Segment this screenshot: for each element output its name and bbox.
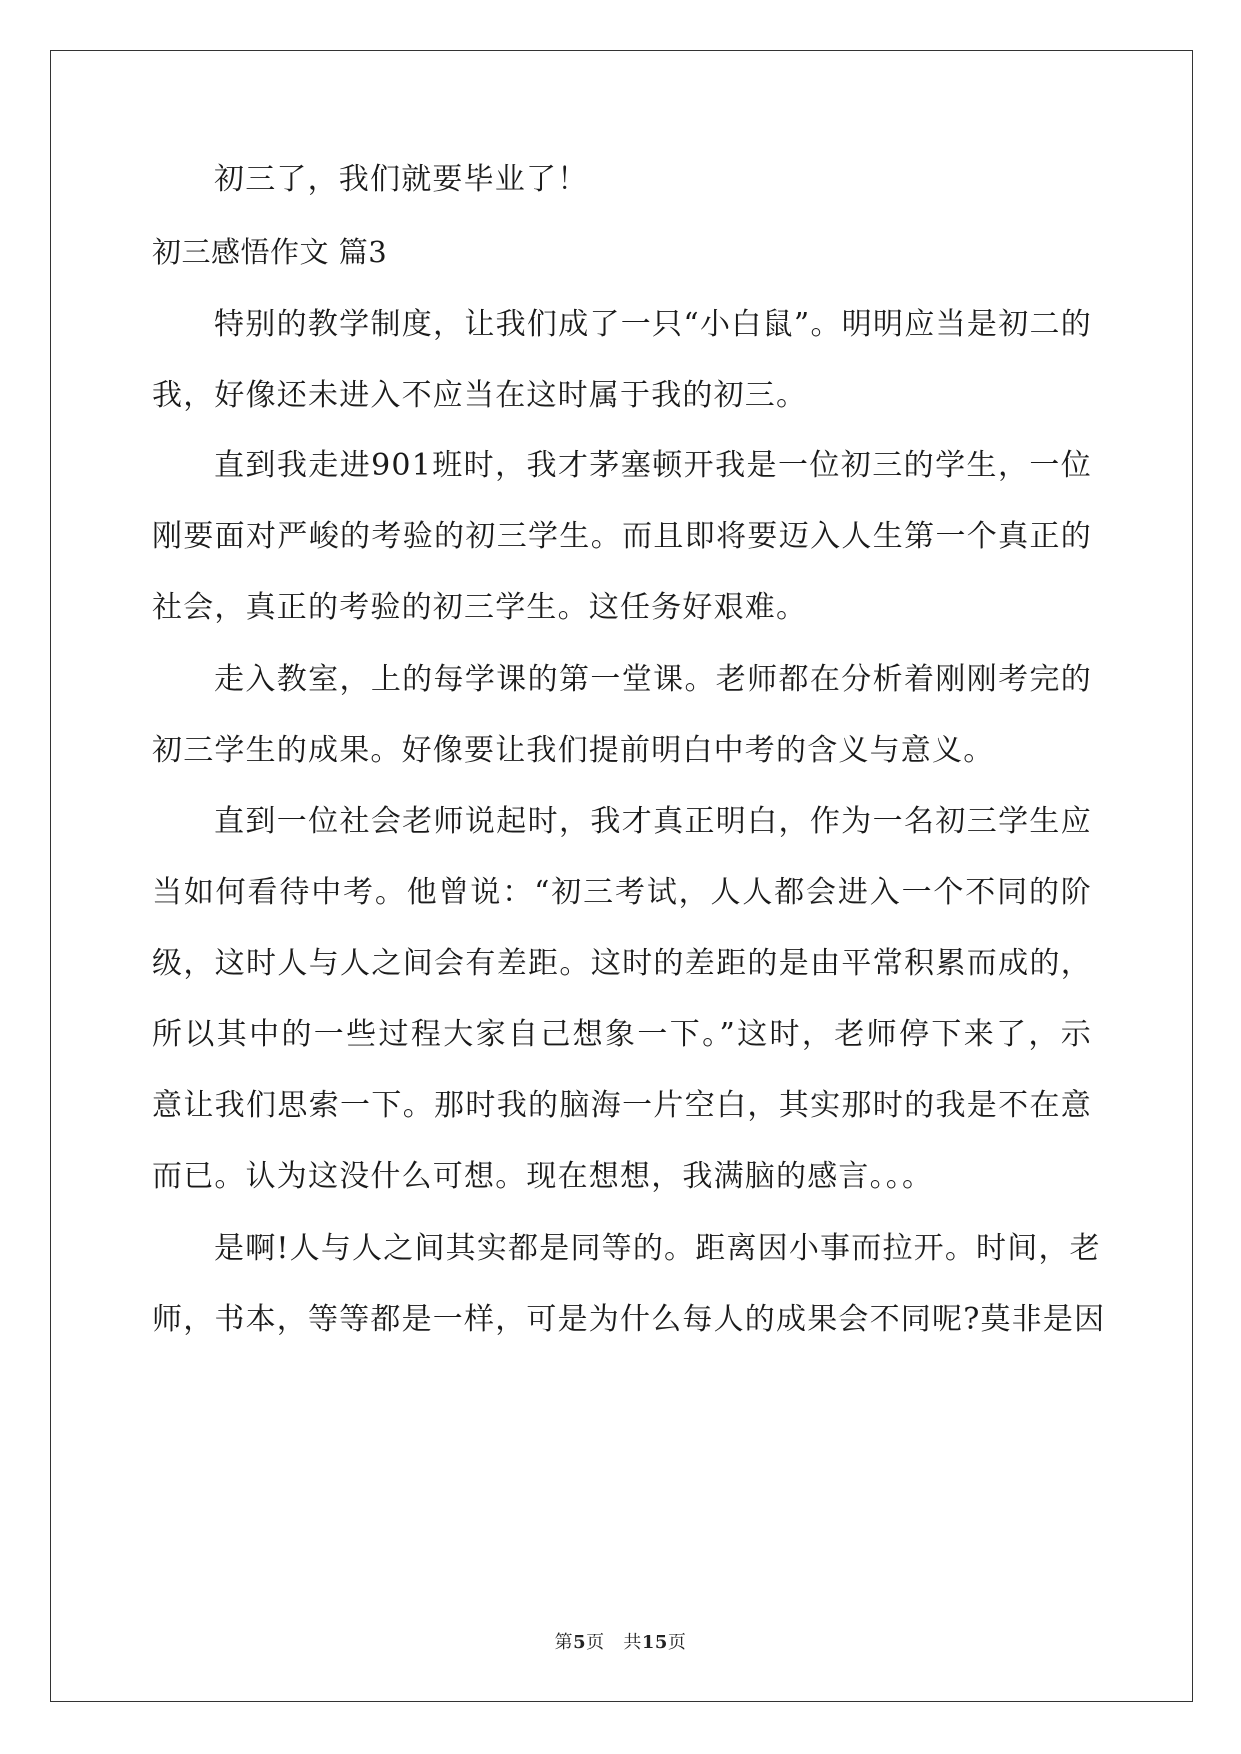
paragraph-line: 直到我走进901班时，我才茅塞顿开我是一位初三的学生，一位 — [214, 448, 1092, 483]
total-prefix: 共 — [623, 1632, 642, 1653]
paragraph-line: 社会，真正的考验的初三学生。这任务好艰难。 — [152, 590, 808, 625]
paragraph-line: 特别的教学制度，让我们成了一只“小白鼠”。明明应当是初二的 — [214, 307, 1092, 342]
paragraph-line: 当如何看待中考。他曾说：“初三考试，人人都会进入一个不同的阶 — [152, 875, 1092, 910]
page-suffix: 页 — [586, 1632, 605, 1653]
paragraph-line: 级，这时人与人之间会有差距。这时的差距的是由平常积累而成的， — [152, 946, 1092, 981]
paragraph-line: 所以其中的一些过程大家自己想象一下。”这时，老师停下来了，示 — [152, 1017, 1092, 1052]
paragraph-line: 是啊!人与人之间其实都是同等的。距离因小事而拉开。时间，老 — [214, 1231, 1101, 1266]
total-suffix: 页 — [667, 1632, 687, 1653]
page-footer — [0, 1628, 1241, 1654]
paragraph-line: 意让我们思索一下。那时我的脑海一片空白，其实那时的我是不在意 — [152, 1088, 1092, 1123]
paragraph-line: 初三了，我们就要毕业了！ — [214, 162, 589, 197]
paragraph-line: 而已。认为这没什么可想。现在想想，我满脑的感言。。。 — [152, 1159, 934, 1194]
paragraph-line: 师，书本，等等都是一样，可是为什么每人的成果会不同呢?莫非是因 — [152, 1302, 1106, 1337]
paragraph-line: 走入教室，上的每学课的第一堂课。老师都在分析着刚刚考完的 — [214, 662, 1092, 697]
paragraph-line: 初三学生的成果。好像要让我们提前明白中考的含义与意义。 — [152, 733, 995, 768]
paragraph-line: 我，好像还未进入不应当在这时属于我的初三。 — [152, 378, 808, 413]
page-prefix: 第 — [554, 1632, 574, 1653]
page-number: 5 — [573, 1632, 587, 1653]
paragraph-line: 刚要面对严峻的考验的初三学生。而且即将要迈入人生第一个真正的 — [152, 519, 1092, 554]
section-heading: 初三感悟作文 篇3 — [152, 235, 388, 269]
paragraph-line: 直到一位社会老师说起时，我才真正明白，作为一名初三学生应 — [214, 804, 1092, 839]
total-pages: 15 — [641, 1632, 668, 1653]
